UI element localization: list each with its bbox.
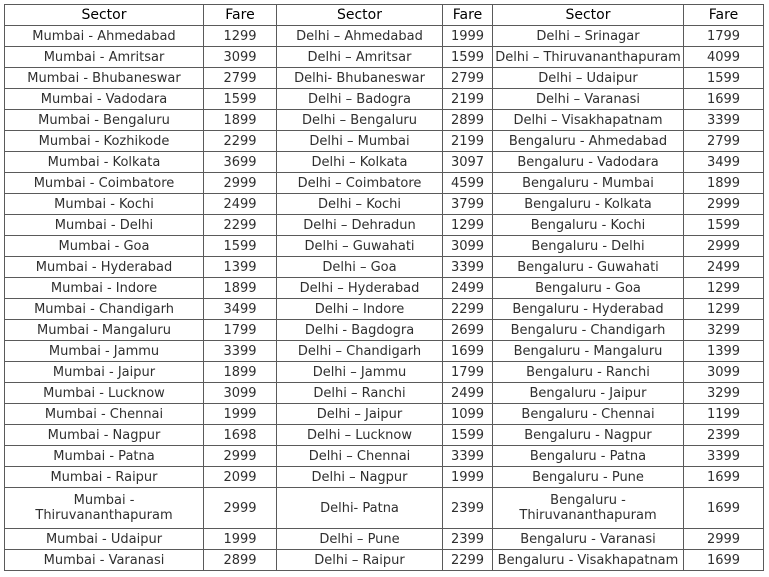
sector-cell: Bengaluru - Varanasi bbox=[493, 529, 684, 550]
table-row bbox=[5, 47, 764, 68]
fare-cell: 1299 bbox=[684, 278, 764, 299]
fare-cell: 3399 bbox=[684, 446, 764, 467]
fare-cell: 3299 bbox=[684, 320, 764, 341]
fare-cell: 2399 bbox=[443, 488, 493, 529]
sector-cell: Mumbai - Bhubaneswar bbox=[5, 68, 204, 89]
fare-cell: 2499 bbox=[443, 278, 493, 299]
sector-cell: Delhi – Jammu bbox=[277, 362, 443, 383]
table-row bbox=[5, 488, 764, 529]
fare-cell: 3299 bbox=[684, 383, 764, 404]
sector-cell: Bengaluru - Guwahati bbox=[493, 257, 684, 278]
sector-cell: Delhi – Coimbatore bbox=[277, 173, 443, 194]
sector-cell: Bengaluru - Pune bbox=[493, 467, 684, 488]
fare-cell: 2299 bbox=[443, 550, 493, 571]
table-row bbox=[5, 299, 764, 320]
sector-cell: Mumbai - Lucknow bbox=[5, 383, 204, 404]
fare-cell: 3099 bbox=[204, 47, 277, 68]
sector-cell: Bengaluru - Jaipur bbox=[493, 383, 684, 404]
header-row bbox=[5, 5, 764, 26]
fare-cell: 3399 bbox=[204, 341, 277, 362]
table-row bbox=[5, 89, 764, 110]
fare-cell: 1599 bbox=[204, 89, 277, 110]
sector-cell: Mumbai - Bengaluru bbox=[5, 110, 204, 131]
fare-cell: 1299 bbox=[204, 26, 277, 47]
sector-cell: Delhi- Patna bbox=[277, 488, 443, 529]
sector-cell: Delhi – Srinagar bbox=[493, 26, 684, 47]
sector-cell: Mumbai - Thiruvananthapuram bbox=[5, 488, 204, 529]
fare-cell: 1899 bbox=[204, 362, 277, 383]
fare-cell: 1899 bbox=[204, 278, 277, 299]
sector-cell: Mumbai - Coimbatore bbox=[5, 173, 204, 194]
sector-cell: Delhi – Raipur bbox=[277, 550, 443, 571]
sector-cell: Delhi – Nagpur bbox=[277, 467, 443, 488]
fare-cell: 2999 bbox=[204, 173, 277, 194]
table-row bbox=[5, 110, 764, 131]
fare-cell: 1699 bbox=[684, 550, 764, 571]
fare-cell: 2999 bbox=[204, 446, 277, 467]
fare-cell: 1599 bbox=[204, 236, 277, 257]
sector-cell: Delhi – Varanasi bbox=[493, 89, 684, 110]
fare-cell: 2399 bbox=[443, 529, 493, 550]
sector-cell: Mumbai - Hyderabad bbox=[5, 257, 204, 278]
fare-cell: 2199 bbox=[443, 89, 493, 110]
fare-cell: 1899 bbox=[204, 110, 277, 131]
sector-cell: Delhi – Kolkata bbox=[277, 152, 443, 173]
sector-cell: Delhi – Jaipur bbox=[277, 404, 443, 425]
sector-cell: Delhi – Dehradun bbox=[277, 215, 443, 236]
fare-cell: 2699 bbox=[443, 320, 493, 341]
sector-cell: Delhi - Bagdogra bbox=[277, 320, 443, 341]
sector-cell: Mumbai - Jammu bbox=[5, 341, 204, 362]
table-row bbox=[5, 404, 764, 425]
sector-cell: Bengaluru - Nagpur bbox=[493, 425, 684, 446]
sector-cell: Bengaluru - Kochi bbox=[493, 215, 684, 236]
fare-cell: 1599 bbox=[684, 215, 764, 236]
table-row bbox=[5, 26, 764, 47]
fare-cell: 3097 bbox=[443, 152, 493, 173]
sector-cell: Delhi – Mumbai bbox=[277, 131, 443, 152]
sector-cell: Delhi – Badogra bbox=[277, 89, 443, 110]
fare-cell: 1299 bbox=[684, 299, 764, 320]
fare-cell: 4599 bbox=[443, 173, 493, 194]
sector-cell: Delhi – Ranchi bbox=[277, 383, 443, 404]
table-row bbox=[5, 236, 764, 257]
fare-cell: 3499 bbox=[204, 299, 277, 320]
sector-cell: Delhi – Hyderabad bbox=[277, 278, 443, 299]
sector-cell: Bengaluru - Kolkata bbox=[493, 194, 684, 215]
fare-cell: 1599 bbox=[684, 68, 764, 89]
table-row bbox=[5, 194, 764, 215]
sector-cell: Delhi – Ahmedabad bbox=[277, 26, 443, 47]
sector-cell: Mumbai - Kozhikode bbox=[5, 131, 204, 152]
sector-cell: Bengaluru - Mangaluru bbox=[493, 341, 684, 362]
table-row bbox=[5, 341, 764, 362]
sector-cell: Bengaluru - Visakhapatnam bbox=[493, 550, 684, 571]
sector-cell: Mumbai - Chennai bbox=[5, 404, 204, 425]
fare-cell: 3799 bbox=[443, 194, 493, 215]
fare-cell: 1099 bbox=[443, 404, 493, 425]
fare-cell: 3099 bbox=[684, 362, 764, 383]
sector-cell: Mumbai - Delhi bbox=[5, 215, 204, 236]
table-row bbox=[5, 425, 764, 446]
header-sector-3: Sector bbox=[493, 5, 684, 26]
table-body bbox=[5, 26, 764, 571]
fare-cell: 1599 bbox=[443, 47, 493, 68]
fare-cell: 2899 bbox=[204, 550, 277, 571]
sector-cell: Delhi – Pune bbox=[277, 529, 443, 550]
sector-cell: Bengaluru - Patna bbox=[493, 446, 684, 467]
sector-cell: Mumbai - Nagpur bbox=[5, 425, 204, 446]
sector-cell: Bengaluru - Ahmedabad bbox=[493, 131, 684, 152]
sector-cell: Mumbai - Mangaluru bbox=[5, 320, 204, 341]
fare-cell: 3699 bbox=[204, 152, 277, 173]
sector-cell: Bengaluru - Ranchi bbox=[493, 362, 684, 383]
fare-cell: 2799 bbox=[684, 131, 764, 152]
fare-cell: 4099 bbox=[684, 47, 764, 68]
sector-cell: Bengaluru - Vadodara bbox=[493, 152, 684, 173]
fare-cell: 3499 bbox=[684, 152, 764, 173]
fare-cell: 2999 bbox=[684, 529, 764, 550]
sector-cell: Delhi – Visakhapatnam bbox=[493, 110, 684, 131]
sector-cell: Mumbai - Udaipur bbox=[5, 529, 204, 550]
sector-cell: Bengaluru - Hyderabad bbox=[493, 299, 684, 320]
sector-cell: Mumbai - Amritsar bbox=[5, 47, 204, 68]
sector-cell: Delhi – Bengaluru bbox=[277, 110, 443, 131]
table-row bbox=[5, 320, 764, 341]
table-row bbox=[5, 550, 764, 571]
sector-cell: Delhi – Chandigarh bbox=[277, 341, 443, 362]
fare-cell: 2999 bbox=[204, 488, 277, 529]
sector-cell: Delhi – Guwahati bbox=[277, 236, 443, 257]
sector-cell: Bengaluru - Goa bbox=[493, 278, 684, 299]
fare-cell: 1999 bbox=[204, 404, 277, 425]
fare-cell: 1699 bbox=[684, 488, 764, 529]
fare-cell: 1799 bbox=[684, 26, 764, 47]
fare-cell: 1399 bbox=[204, 257, 277, 278]
fare-cell: 2299 bbox=[443, 299, 493, 320]
table-row bbox=[5, 215, 764, 236]
header-fare-3: Fare bbox=[684, 5, 764, 26]
sector-cell: Mumbai - Indore bbox=[5, 278, 204, 299]
fare-cell: 1699 bbox=[443, 341, 493, 362]
fare-cell: 1399 bbox=[684, 341, 764, 362]
fare-cell: 1899 bbox=[684, 173, 764, 194]
header-sector-2: Sector bbox=[277, 5, 443, 26]
fare-cell: 2799 bbox=[204, 68, 277, 89]
sector-cell: Mumbai - Kochi bbox=[5, 194, 204, 215]
sector-cell: Mumbai - Patna bbox=[5, 446, 204, 467]
fare-cell: 2499 bbox=[204, 194, 277, 215]
table-row bbox=[5, 278, 764, 299]
sector-cell: Bengaluru - Mumbai bbox=[493, 173, 684, 194]
fare-cell: 2999 bbox=[684, 236, 764, 257]
fare-cell: 3099 bbox=[443, 236, 493, 257]
fare-cell: 1999 bbox=[443, 26, 493, 47]
table-row bbox=[5, 173, 764, 194]
fare-cell: 1799 bbox=[204, 320, 277, 341]
fare-cell: 3099 bbox=[204, 383, 277, 404]
table-row bbox=[5, 383, 764, 404]
fare-cell: 2299 bbox=[204, 215, 277, 236]
header-sector-1: Sector bbox=[5, 5, 204, 26]
sector-cell: Mumbai - Vadodara bbox=[5, 89, 204, 110]
fare-cell: 1698 bbox=[204, 425, 277, 446]
sector-cell: Delhi- Bhubaneswar bbox=[277, 68, 443, 89]
fare-cell: 2099 bbox=[204, 467, 277, 488]
table-row bbox=[5, 257, 764, 278]
fare-cell: 1999 bbox=[204, 529, 277, 550]
table-row bbox=[5, 152, 764, 173]
sector-cell: Mumbai - Ahmedabad bbox=[5, 26, 204, 47]
sector-cell: Mumbai - Jaipur bbox=[5, 362, 204, 383]
sector-cell: Delhi – Lucknow bbox=[277, 425, 443, 446]
fare-cell: 1699 bbox=[684, 89, 764, 110]
sector-cell: Delhi – Goa bbox=[277, 257, 443, 278]
table-row bbox=[5, 362, 764, 383]
table-row bbox=[5, 467, 764, 488]
header-fare-1: Fare bbox=[204, 5, 277, 26]
fare-cell: 3399 bbox=[443, 446, 493, 467]
fare-cell: 2299 bbox=[204, 131, 277, 152]
sector-cell: Mumbai - Varanasi bbox=[5, 550, 204, 571]
table-row bbox=[5, 131, 764, 152]
fare-cell: 1699 bbox=[684, 467, 764, 488]
fare-cell: 3399 bbox=[443, 257, 493, 278]
fare-cell: 2799 bbox=[443, 68, 493, 89]
header-fare-2: Fare bbox=[443, 5, 493, 26]
fare-cell: 1799 bbox=[443, 362, 493, 383]
fare-cell: 1999 bbox=[443, 467, 493, 488]
table-row bbox=[5, 529, 764, 550]
fare-cell: 2499 bbox=[684, 257, 764, 278]
fare-cell: 2399 bbox=[684, 425, 764, 446]
fare-cell: 2199 bbox=[443, 131, 493, 152]
sector-cell: Mumbai - Raipur bbox=[5, 467, 204, 488]
fare-cell: 1199 bbox=[684, 404, 764, 425]
fare-cell: 1599 bbox=[443, 425, 493, 446]
sector-cell: Delhi – Udaipur bbox=[493, 68, 684, 89]
sector-cell: Mumbai - Goa bbox=[5, 236, 204, 257]
fare-cell: 1299 bbox=[443, 215, 493, 236]
sector-cell: Delhi – Kochi bbox=[277, 194, 443, 215]
sector-cell: Mumbai - Chandigarh bbox=[5, 299, 204, 320]
sector-cell: Bengaluru - Thiruvananthapuram bbox=[493, 488, 684, 529]
sector-cell: Bengaluru - Chennai bbox=[493, 404, 684, 425]
sector-cell: Delhi – Amritsar bbox=[277, 47, 443, 68]
sector-cell: Delhi – Chennai bbox=[277, 446, 443, 467]
table-row bbox=[5, 68, 764, 89]
sector-cell: Bengaluru - Chandigarh bbox=[493, 320, 684, 341]
sector-cell: Bengaluru - Delhi bbox=[493, 236, 684, 257]
fare-table bbox=[4, 4, 764, 571]
sector-cell: Delhi – Thiruvananthapuram bbox=[493, 47, 684, 68]
fare-cell: 2499 bbox=[443, 383, 493, 404]
table-row bbox=[5, 446, 764, 467]
sector-cell: Delhi – Indore bbox=[277, 299, 443, 320]
sector-cell: Mumbai - Kolkata bbox=[5, 152, 204, 173]
fare-cell: 2999 bbox=[684, 194, 764, 215]
fare-cell: 2899 bbox=[443, 110, 493, 131]
fare-cell: 3399 bbox=[684, 110, 764, 131]
